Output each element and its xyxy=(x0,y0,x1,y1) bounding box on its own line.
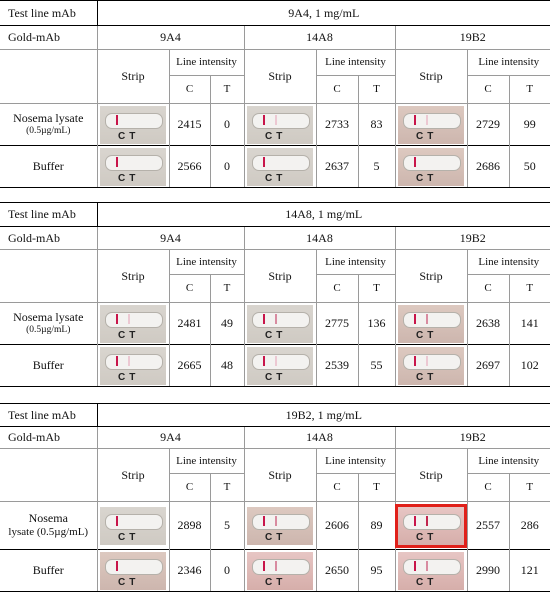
t-header: T xyxy=(358,474,395,502)
t-value: 55 xyxy=(358,345,395,387)
gold-col-19b2: 19B2 xyxy=(395,427,550,449)
strip-header: Strip xyxy=(244,250,316,303)
line-intensity-header: Line intensity xyxy=(316,449,395,474)
c-value: 2539 xyxy=(316,345,358,387)
t-value: 121 xyxy=(509,550,550,592)
test-line-label: Test line mAb xyxy=(0,203,97,227)
t-header: T xyxy=(509,474,550,502)
c-header: C xyxy=(169,275,210,303)
strip-image: CT xyxy=(97,345,169,387)
t-value: 50 xyxy=(509,146,550,188)
c-value: 2606 xyxy=(316,502,358,550)
strip-image: CT xyxy=(97,146,169,188)
c-header: C xyxy=(467,474,509,502)
row-label-nosema: Nosema lysate (0.5µg/mL) xyxy=(13,111,84,136)
strip-image: CT xyxy=(244,550,316,592)
gold-mab-label: Gold-mAb xyxy=(8,230,60,245)
c-value: 2665 xyxy=(169,345,210,387)
t-value: 286 xyxy=(509,502,550,550)
t-header: T xyxy=(358,76,395,104)
row-label-buffer: Buffer xyxy=(0,345,97,387)
gold-mab-label: Gold-mAb xyxy=(8,30,60,44)
strip-image: CT xyxy=(395,104,467,146)
t-value: 5 xyxy=(210,502,244,550)
block-title: 19B2, 1 mg/mL xyxy=(97,404,550,427)
c-header: C xyxy=(316,474,358,502)
line-intensity-header: Line intensity xyxy=(467,449,550,474)
strip-header: Strip xyxy=(97,449,169,502)
strip-header: Strip xyxy=(97,50,169,104)
strip-header: Strip xyxy=(244,449,316,502)
t-header: T xyxy=(210,76,244,104)
strip-image: CT xyxy=(244,502,316,550)
strip-image: CT xyxy=(244,104,316,146)
t-value: 5 xyxy=(358,146,395,188)
strip-image: CT xyxy=(395,146,467,188)
t-header: T xyxy=(358,275,395,303)
table-row xyxy=(0,104,550,146)
strip-header: Strip xyxy=(395,50,467,104)
strip-header: Strip xyxy=(244,50,316,104)
t-value: 136 xyxy=(358,303,395,345)
row-label-nosema: Nosema lysate (0.5µg/mL) xyxy=(8,511,89,538)
c-header: C xyxy=(467,275,509,303)
test-line-label: Test line mAb xyxy=(0,404,97,427)
gold-col-9a4: 9A4 xyxy=(97,227,244,250)
c-value: 2638 xyxy=(467,303,509,345)
strip-image: CT xyxy=(244,303,316,345)
c-value: 2898 xyxy=(169,502,210,550)
t-value: 99 xyxy=(509,104,550,146)
c-header: C xyxy=(169,474,210,502)
t-header: T xyxy=(210,474,244,502)
c-value: 2346 xyxy=(169,550,210,592)
test-line-label: Test line mAb xyxy=(0,1,97,26)
strip-image: CT xyxy=(97,502,169,550)
t-value: 95 xyxy=(358,550,395,592)
table-block-9a4 xyxy=(0,0,550,188)
c-value: 2415 xyxy=(169,104,210,146)
c-value: 2990 xyxy=(467,550,509,592)
line-intensity-header: Line intensity xyxy=(169,50,244,76)
block-title: 9A4, 1 mg/mL xyxy=(97,1,550,26)
t-value: 49 xyxy=(210,303,244,345)
gold-col-14a8: 14A8 xyxy=(244,227,395,250)
line-intensity-header: Line intensity xyxy=(467,250,550,275)
c-header: C xyxy=(316,275,358,303)
c-value: 2686 xyxy=(467,146,509,188)
c-value: 2637 xyxy=(316,146,358,188)
strip-image: CT xyxy=(244,345,316,387)
t-value: 141 xyxy=(509,303,550,345)
gold-col-19b2: 19B2 xyxy=(395,26,550,50)
strip-image: CT xyxy=(395,303,467,345)
table-block-14a8 xyxy=(0,202,550,387)
c-header: C xyxy=(467,76,509,104)
gold-col-14a8: 14A8 xyxy=(244,427,395,449)
strip-header: Strip xyxy=(395,250,467,303)
gold-col-19b2: 19B2 xyxy=(395,227,550,250)
row-label-buffer: Buffer xyxy=(0,146,97,188)
line-intensity-header: Line intensity xyxy=(467,50,550,76)
row-label-buffer: Buffer xyxy=(0,550,97,592)
strip-image-highlighted: CT xyxy=(395,502,467,550)
line-intensity-header: Line intensity xyxy=(316,250,395,275)
gold-col-9a4: 9A4 xyxy=(97,26,244,50)
line-intensity-header: Line intensity xyxy=(169,449,244,474)
table-row xyxy=(0,502,550,550)
table-block-19b2 xyxy=(0,403,550,592)
row-label-nosema: Nosema lysate (0.5µg/mL) xyxy=(13,310,84,335)
strip-image: CT xyxy=(395,550,467,592)
t-value: 102 xyxy=(509,345,550,387)
c-header: C xyxy=(169,76,210,104)
table-row xyxy=(0,303,550,345)
t-header: T xyxy=(509,76,550,104)
line-intensity-header: Line intensity xyxy=(169,250,244,275)
gold-col-9a4: 9A4 xyxy=(97,427,244,449)
t-header: T xyxy=(210,275,244,303)
t-value: 83 xyxy=(358,104,395,146)
c-value: 2733 xyxy=(316,104,358,146)
table-row xyxy=(0,345,550,387)
c-value: 2697 xyxy=(467,345,509,387)
strip-header: Strip xyxy=(395,449,467,502)
strip-image: CT xyxy=(97,303,169,345)
gold-mab-label: Gold-mAb xyxy=(8,430,60,444)
table-row xyxy=(0,146,550,188)
strip-header: Strip xyxy=(97,250,169,303)
c-value: 2650 xyxy=(316,550,358,592)
c-value: 2729 xyxy=(467,104,509,146)
c-value: 2775 xyxy=(316,303,358,345)
t-header: T xyxy=(509,275,550,303)
strip-image: CT xyxy=(97,104,169,146)
strip-image: CT xyxy=(97,550,169,592)
t-value: 0 xyxy=(210,146,244,188)
block-title: 14A8, 1 mg/mL xyxy=(97,203,550,227)
gold-col-14a8: 14A8 xyxy=(244,26,395,50)
c-value: 2557 xyxy=(467,502,509,550)
c-header: C xyxy=(316,76,358,104)
c-value: 2566 xyxy=(169,146,210,188)
t-value: 89 xyxy=(358,502,395,550)
strip-image: CT xyxy=(395,345,467,387)
table-row xyxy=(0,550,550,592)
c-value: 2481 xyxy=(169,303,210,345)
t-value: 0 xyxy=(210,104,244,146)
t-value: 0 xyxy=(210,550,244,592)
t-value: 48 xyxy=(210,345,244,387)
line-intensity-header: Line intensity xyxy=(316,50,395,76)
strip-image: CT xyxy=(244,146,316,188)
